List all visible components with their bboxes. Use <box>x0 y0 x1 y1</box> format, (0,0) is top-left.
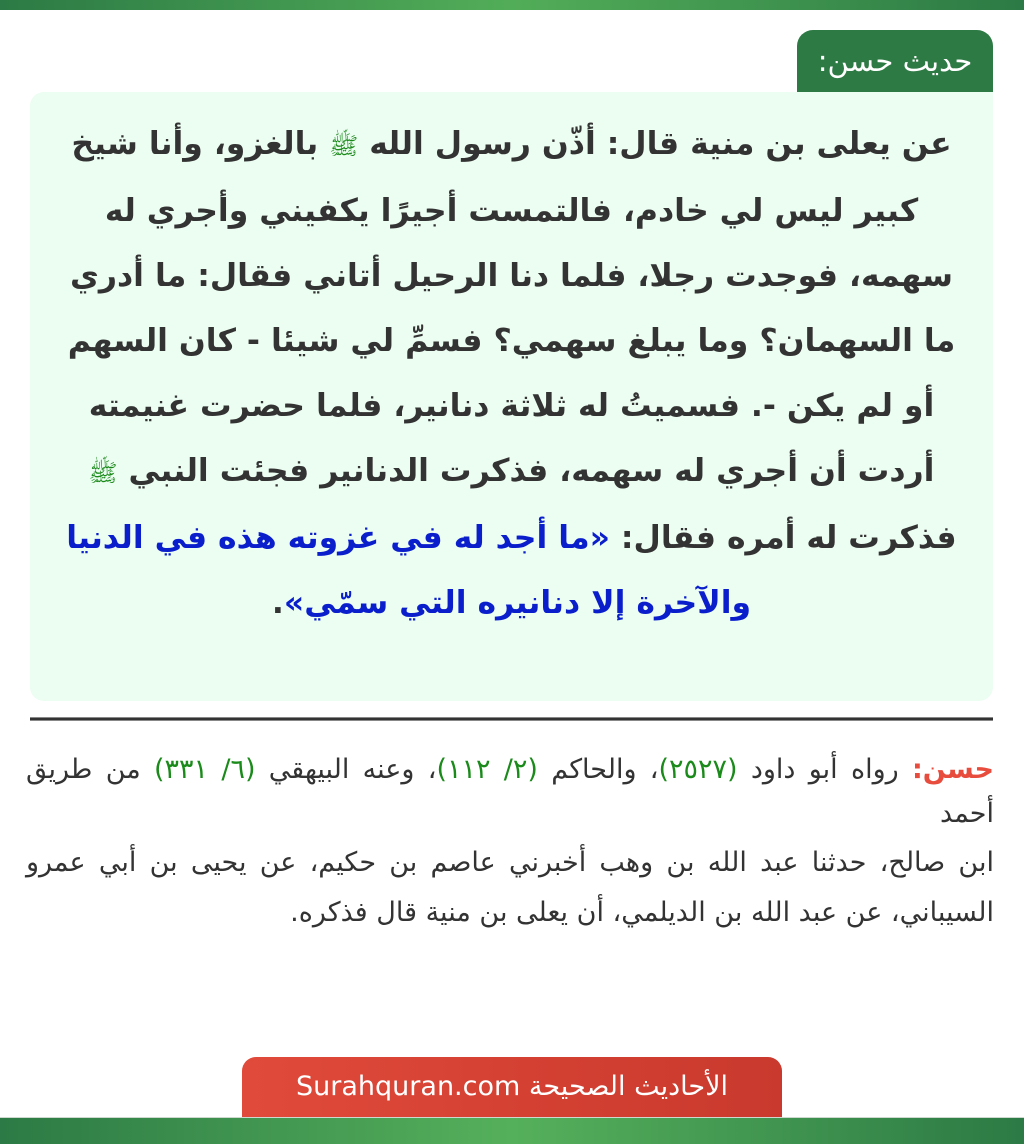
source-text: رواه أبو داود <box>750 754 899 785</box>
grade-badge: حسن: <box>911 754 994 785</box>
hadith-grade-label-text: حديث حسن: <box>817 44 973 78</box>
prophet-quote: «ما أجد له في غزوته هذه في الدنيا والآخرة إلا دنانيره التي سمّي» <box>66 520 752 621</box>
reference-number: (٢/ ١١٢) <box>436 754 538 785</box>
reference-number: (٢٥٢٧) <box>658 754 738 785</box>
pbuh-icon: ﷺ <box>329 132 359 160</box>
source-text: ، وعنه البيهقي <box>268 754 437 785</box>
pbuh-icon: ﷺ <box>88 459 118 487</box>
source-text: من طريق أحمد <box>26 754 994 829</box>
site-link-label: الأحاديث الصحيحة Surahquran.com <box>296 1071 728 1102</box>
bottom-accent-bar <box>0 1117 1024 1144</box>
isnad-chain: ابن صالح، حدثنا عبد الله بن وهب أخبرني عاصم بن حكيم، عن يحيى بن أبي عمرو السيباني، عن عبد الله بن الديلمي، أن يعلى بن منية قال فذكره. <box>26 847 994 928</box>
hadith-text-part3: فذكرت له أمره فقال: <box>620 520 957 556</box>
reference-number: (٦/ ٣٣١) <box>154 754 256 785</box>
site-link-button[interactable] <box>242 1057 782 1117</box>
hadith-grade-label <box>797 30 993 92</box>
top-accent-bar <box>0 0 1024 10</box>
section-divider <box>30 717 993 721</box>
hadith-text-part2: بالغزو، وأنا شيخ كبير ليس لي خادم، فالتمست أجيرًا يكفيني وأجري له سهمه، فوجدت رجلا، فلما دنا الرحيل أتاني فقال: ما أدري ما السهمان؟ وما يبلغ سهمي؟ فسمِّ لي شيئا - كان السهم أو لم يكن -. فسميتُ له ثلاثة دنانير، فلما حضرت غنيمته أردت أن أجري له سهمه، فذكرت الدنانير فجئت النبي <box>67 126 956 489</box>
hadith-text-card <box>30 92 993 701</box>
takhrij-section <box>26 748 994 938</box>
hadith-end-punct: . <box>271 585 284 621</box>
source-text: ، والحاكم <box>551 754 659 785</box>
hadith-text-part1: عن يعلى بن منية قال: أذّن رسول الله <box>369 126 952 162</box>
takhrij-sources <box>26 748 994 836</box>
